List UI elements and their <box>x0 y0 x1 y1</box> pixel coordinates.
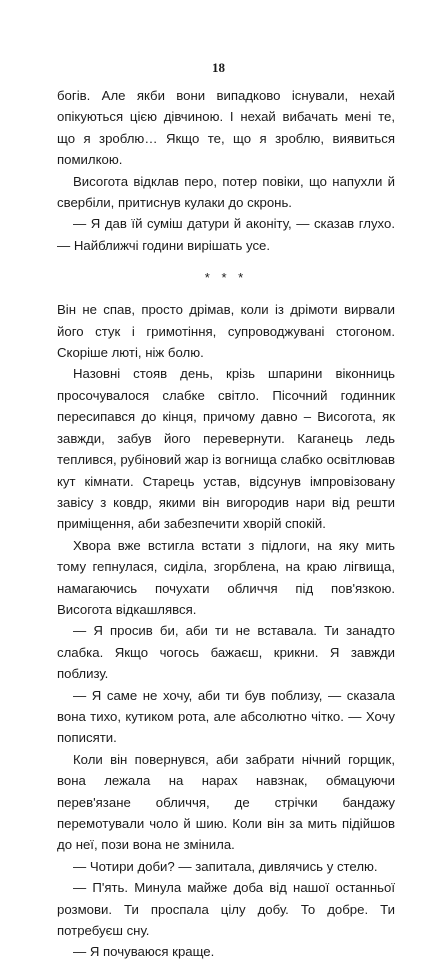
page-number: 18 <box>212 60 225 75</box>
paragraph: Назовні стояв день, крізь шпарини віконниць просочувалося слабке світло. Пісочний годинник пересипався до кінця, причому давно – Висогота, як завжди, забув його перевернути. Каганець ледь теплився, рубіновий жар із вогнища слабко освітлював кут кімнати. Старець устав, відсунув імпровізовану завісу з ковдр, якими він вигородив нари від решти приміщення, аби забезпечити хворій спокій. <box>57 366 395 532</box>
paragraph: — Я почуваюся краще. <box>73 944 215 960</box>
paragraph: Коли він повернувся, аби забрати нічний горщик, вона лежала на нарах навзнак, обмацуючи перев'язане обличчя, де стрічки бандажу перемотували чоло й шию. Коли він за мить підійшов до неї, пози вона не змінила. <box>57 751 395 853</box>
paragraph: Він не спав, просто дрімав, коли із дрімоти вирвали його стук і гримотіння, супроводжувані стогоном. Скоріше люті, ніж болю. <box>57 302 395 361</box>
paragraph: — Я дав їй суміш датури й аконіту, — сказав глухо. — Найближчі години вирішать усе. <box>57 216 395 253</box>
section-separator: * * * <box>204 270 248 286</box>
paragraph: — Чотири доби? — запитала, дивлячись у стелю. <box>73 858 378 874</box>
paragraph: — Я саме не хочу, аби ти був поблизу, — сказала вона тихо, кутиком рота, але абсолютно чітко. — Хочу пописяти. <box>57 687 395 746</box>
paragraph-block-2 <box>57 299 395 963</box>
paragraph-block-1 <box>57 85 395 256</box>
paragraph: Хвора вже встигла встати з підлоги, на яку мить тому гепнулася, сиділа, згорблена, на краю лігвища, намагаючись почухати обличчя під пов'язкою. Висогота відкашлявся. <box>57 537 395 617</box>
paragraph: Висогота відклав перо, потер повіки, що напухли й свербіли, притиснув кулаки до скронь. <box>57 173 395 211</box>
paragraph: — Я просив би, аби ти не вставала. Ти занадто слабка. Якщо чогось бажаєш, крикни. Я завжди поблизу. <box>57 623 395 682</box>
paragraph: — П'ять. Минула майже доба від нашої останньої розмови. Ти проспала цілу добу. То добре. Ти потребуєш сну. <box>57 880 395 939</box>
body-text <box>57 85 395 963</box>
paragraph: богів. Але якби вони випадково існували, нехай опікуються цією дівчиною. І нехай вибачать мені те, що я зроблю… Якщо те, що я зроблю, виявиться помилкою. <box>57 88 395 168</box>
